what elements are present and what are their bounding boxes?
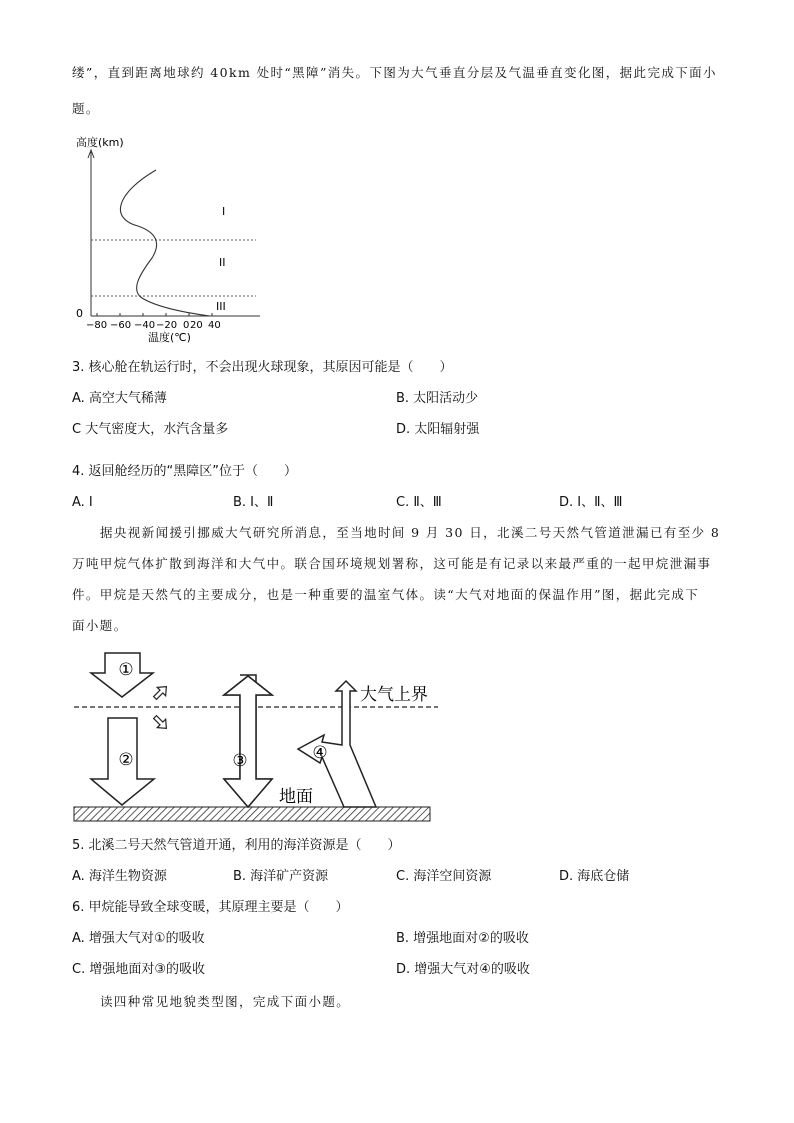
arrow-4-label: ④ [312, 743, 328, 763]
temperature-curve [120, 170, 210, 316]
q5-option-d[interactable]: D. 海底仓储 [559, 869, 630, 884]
layer-label-iii: III [216, 300, 226, 313]
passage-line-1: 据央视新闻援引挪威大气研究所消息，至当地时间 9 月 30 日，北溪二号天然气管道泄漏已有至少 8 [100, 525, 721, 540]
x-tick: −80 [86, 320, 108, 331]
q4-option-d[interactable]: D. Ⅰ、Ⅱ、Ⅲ [559, 495, 623, 510]
passage-line-4: 面小题。 [72, 618, 128, 633]
layer-label-ii: II [219, 256, 226, 269]
q4-option-a[interactable]: A. Ⅰ [72, 495, 93, 510]
q5-option-b[interactable]: B. 海洋矿产资源 [233, 869, 329, 884]
q6-option-b[interactable]: B. 增强地面对②的吸收 [396, 931, 529, 946]
q3-option-b[interactable]: B. 太阳活动少 [396, 391, 479, 406]
q3-option-c[interactable]: C 大气密度大，水汽含量多 [72, 422, 229, 437]
layer-label-i: I [222, 205, 226, 218]
q4-option-b[interactable]: B. Ⅰ、Ⅱ [233, 495, 274, 510]
q6-option-a[interactable]: A. 增强大气对①的吸收 [72, 931, 205, 946]
origin-label: 0 [76, 307, 83, 320]
arrow-3-label: ③ [232, 751, 248, 771]
x-tick: −40 [134, 320, 156, 331]
passage-line-2: 万吨甲烷气体扩散到海洋和大气中。联合国环境规划署称，这可能是有记录以来最严重的一起甲烷泄漏事 [72, 556, 712, 571]
intro-line-2: 题。 [72, 101, 100, 116]
x-tick: 40 [208, 320, 221, 331]
q3-option-d[interactable]: D. 太阳辐射强 [396, 422, 480, 437]
x-tick: 20 [190, 320, 203, 331]
question-3-stem: 3. 核心舱在轨运行时，不会出现火球现象，其原因可能是（ ） [72, 360, 453, 375]
atmosphere-top-label: 大气上界 [360, 685, 428, 705]
question-6-stem: 6. 甲烷能导致全球变暖，其原理主要是（ ） [72, 900, 349, 915]
q5-option-a[interactable]: A. 海洋生物资源 [72, 869, 167, 884]
question-4-stem: 4. 返回舱经历的“黑障区”位于（ ） [72, 464, 298, 479]
q6-option-d[interactable]: D. 增强大气对④的吸收 [396, 962, 530, 977]
y-axis-label: 高度(km) [76, 136, 124, 149]
outro-line: 读四种常见地貌类型图，完成下面小题。 [100, 994, 351, 1009]
reflection-arrow-icon [151, 682, 171, 702]
q4-option-c[interactable]: C. Ⅱ、Ⅲ [396, 495, 442, 510]
x-tick: −60 [110, 320, 132, 331]
q5-option-c[interactable]: C. 海洋空间资源 [396, 869, 492, 884]
arrow-2-label: ② [118, 750, 134, 770]
greenhouse-effect-figure [60, 645, 460, 830]
scatter-arrow-icon [151, 713, 171, 733]
ground-label: 地面 [279, 787, 313, 807]
atmosphere-layer-figure [60, 130, 270, 345]
intro-line-1: 缕”，直到距离地球约 40km 处时“黑障”消失。下图为大气垂直分层及气温垂直变化图，据此完成下面小 [72, 65, 717, 80]
q3-option-a[interactable]: A. 高空大气稀薄 [72, 391, 167, 406]
q6-option-c[interactable]: C. 增强地面对③的吸收 [72, 962, 205, 977]
arrow-1-label: ① [118, 660, 134, 680]
passage-line-3: 件。甲烷是天然气的主要成分，也是一种重要的温室气体。读“大气对地面的保温作用”图，据此完成下 [72, 587, 700, 602]
x-tick: 0 [183, 320, 190, 331]
x-axis-label: 温度(℃) [148, 331, 191, 344]
question-5-stem: 5. 北溪二号天然气管道开通，利用的海洋资源是（ ） [72, 838, 401, 853]
x-tick: −20 [156, 320, 178, 331]
